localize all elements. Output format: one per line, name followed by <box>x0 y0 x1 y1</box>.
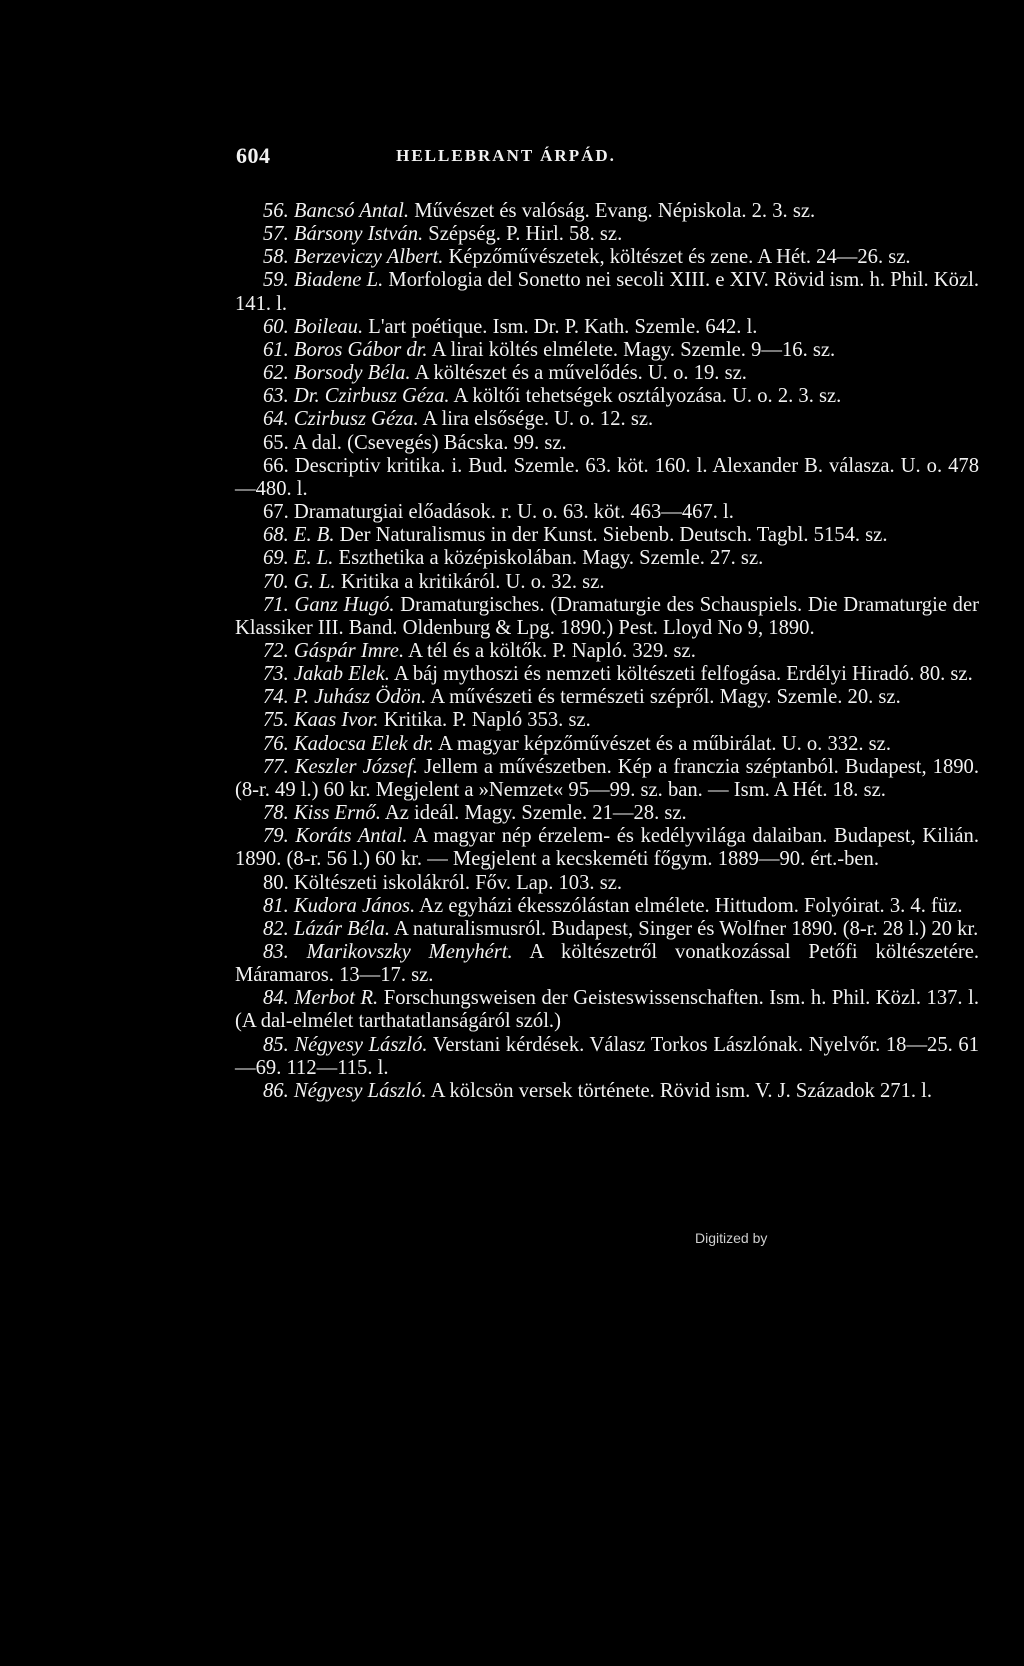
entry-author: 56. Bancsó Antal. <box>263 200 410 222</box>
entry-text: Verstani kérdések. Válasz Torkos Lászlónak. Nyelvőr. 18—25. 61—69. 112—115. l. <box>235 1033 980 1079</box>
entry-author: 61. Boros Gábor dr. <box>263 338 428 361</box>
bibliography-entry <box>235 408 979 431</box>
bibliography-entry <box>235 316 979 339</box>
bibliography-list <box>235 200 979 1103</box>
entry-text: A költői tehetségek osztályozása. U. o. 2. 3. sz. <box>449 385 842 408</box>
entry-author: 57. Bársony István. <box>263 223 424 246</box>
entry-text: A lirai költés elmélete. Magy. Szemle. 9—16. sz. <box>427 338 836 361</box>
entry-text: Morfologia del Sonetto nei secoli XIII. e XIV. Rövid ism. h. Phil. Közl. 141. l. <box>235 269 979 315</box>
bibliography-entry <box>235 663 979 686</box>
entry-author: 75. Kaas Ivor. <box>263 709 379 732</box>
bibliography-entry <box>235 895 979 918</box>
bibliography-entry <box>235 246 979 269</box>
bibliography-entry <box>235 455 979 501</box>
bibliography-entry <box>235 571 979 594</box>
entry-author: 85. Négyesy László. <box>263 1033 428 1056</box>
entry-author: 70. G. L. <box>263 570 336 593</box>
entry-author: 64. Czirbusz Géza. <box>263 408 419 431</box>
entry-author: 82. Lázár Béla. <box>263 917 391 940</box>
bibliography-entry <box>235 709 979 732</box>
entry-text: A magyar képzőművészet és a műbirálat. U. o. 332. sz. <box>434 732 891 755</box>
entry-text: A kölcsön versek története. Rövid ism. V. J. Századok 271. l. <box>426 1079 933 1102</box>
entry-text: A lira elsősége. U. o. 12. sz. <box>418 408 654 431</box>
bibliography-entry <box>235 501 979 524</box>
bibliography-entry <box>235 594 979 640</box>
bibliography-entry <box>235 200 979 223</box>
entry-author: 81. Kudora János. <box>263 894 416 917</box>
entry-author: 76. Kadocsa Elek dr. <box>263 732 435 755</box>
bibliography-entry <box>235 362 979 385</box>
entry-text: Kritika a kritikáról. U. o. 32. sz. <box>335 570 605 593</box>
bibliography-entry <box>235 756 979 802</box>
entry-text: A művészeti és természeti szépről. Magy. Szemle. 20. sz. <box>426 686 901 709</box>
entry-text: 66. Descriptiv kritika. i. Bud. Szemle. 63. köt. 160. l. Alexander B. válasza. U. o. 478—480. l. <box>235 454 979 500</box>
page-number: 604 <box>236 143 271 168</box>
entry-text: Művészet és valóság. Evang. Népiskola. 2. 3. sz. <box>409 200 816 222</box>
bibliography-entry <box>235 872 979 895</box>
entry-author: 83. Marikovszky Menyhért. <box>263 941 513 963</box>
bibliography-entry <box>235 339 979 362</box>
entry-author: 60. Boileau. <box>263 315 364 338</box>
bibliography-entry <box>235 269 979 315</box>
entry-text: Szépség. P. Hirl. 58. sz. <box>423 223 623 246</box>
bibliography-entry <box>235 686 979 709</box>
running-title: HELLEBRANT ÁRPÁD. <box>396 146 616 165</box>
bibliography-entry <box>235 987 979 1033</box>
entry-text: A tél és a költők. P. Napló. 329. sz. <box>404 639 696 662</box>
entry-author: 63. Dr. Czirbusz Géza. <box>263 385 450 408</box>
entry-author: 59. Biadene L. <box>263 269 384 292</box>
entry-author: 69. E. L. <box>263 547 334 570</box>
entry-text: Jellem a művészetben. Kép a franczia széptanból. Budapest, 1890. (8-r. 49 l.) 60 kr. Megjelent a »Nemzet« 95—99. sz. ban. — Ism. A Hét. 18. sz. <box>235 755 980 801</box>
bibliography-entry <box>235 802 979 825</box>
entry-author: 68. E. B. <box>263 524 335 547</box>
bibliography-entry <box>235 640 979 663</box>
entry-text: 80. Költészeti iskolákról. Főv. Lap. 103. sz. <box>263 871 623 894</box>
entry-text: A naturalismusról. Budapest, Singer és Wolfner 1890. (8-r. 28 l.) 20 kr. <box>390 917 979 940</box>
entry-author: 72. Gáspár Imre. <box>263 639 405 662</box>
entry-author: 78. Kiss Ernő. <box>263 802 381 825</box>
entry-author: 86. Négyesy László. <box>263 1079 427 1102</box>
entry-author: 74. P. Juhász Ödön. <box>263 686 427 709</box>
bibliography-entry <box>235 432 979 455</box>
bibliography-entry <box>235 825 979 871</box>
entry-text: A báj mythoszi és nemzeti költészeti felfogása. Erdélyi Hiradó. 80. sz. <box>389 663 973 686</box>
bibliography-entry <box>235 941 979 987</box>
bibliography-entry <box>235 733 979 756</box>
entry-text: Az ideál. Magy. Szemle. 21—28. sz. <box>380 802 687 825</box>
entry-author: 71. Ganz Hugó. <box>263 593 395 616</box>
entry-text: A költészetről vonatkozással Petőfi költészetére. Máramaros. 13—17. sz. <box>235 941 980 987</box>
entry-text: Eszthetika a középiskolában. Magy. Szemle. 27. sz. <box>333 547 764 570</box>
entry-text: 65. A dal. (Csevegés) Bácska. 99. sz. <box>263 431 567 454</box>
entry-text: Der Naturalismus in der Kunst. Siebenb. Deutsch. Tagbl. 5154. sz. <box>334 524 888 547</box>
bibliography-entry <box>235 1080 979 1103</box>
entry-text: A magyar nép érzelem- és kedélyvilága dalaiban. Budapest, Kilián. 1890. (8-r. 56 l.) 60 kr. — Megjelent a kecskeméti főgym. 1889—90. ért.-ben. <box>235 825 980 871</box>
bibliography-entry <box>235 223 979 246</box>
entry-text: 67. Dramaturgiai előadások. r. U. o. 63. köt. 463—467. l. <box>263 501 734 524</box>
entry-author: 84. Merbot R. <box>263 987 379 1010</box>
bibliography-entry <box>235 918 979 941</box>
entry-text: Forschungsweisen der Geisteswissenschaften. Ism. h. Phil. Közl. 137. l. (A dal-elmélet tarthatatlanságáról szól.) <box>235 987 979 1033</box>
entry-author: 77. Keszler József. <box>263 755 419 778</box>
bibliography-entry <box>235 385 979 408</box>
entry-text: L'art poétique. Ism. Dr. P. Kath. Szemle. 642. l. <box>363 315 758 338</box>
bibliography-entry <box>235 1034 979 1080</box>
entry-author: 58. Berzeviczy Albert. <box>263 246 444 269</box>
entry-text: Kritika. P. Napló 353. sz. <box>378 709 591 732</box>
entry-author: 79. Koráts Antal. <box>263 825 408 848</box>
entry-author: 73. Jakab Elek. <box>263 663 390 686</box>
bibliography-entry <box>235 524 979 547</box>
entry-text: A költészet és a művelődés. U. o. 19. sz. <box>410 362 747 385</box>
digitized-watermark: Digitized by <box>695 1230 768 1246</box>
entry-text: Képzőművészetek, költészet és zene. A Hét. 24—26. sz. <box>443 246 911 269</box>
bibliography-entry <box>235 547 979 570</box>
entry-text: Dramaturgisches. (Dramaturgie des Schauspiels. Die Dramaturgie der Klassiker III. Band. Oldenburg & Lpg. 1890.) Pest. Lloyd No 9, 1890. <box>235 593 979 639</box>
entry-author: 62. Borsody Béla. <box>263 362 411 385</box>
entry-text: Az egyházi ékesszólástan elmélete. Hittudom. Folyóirat. 3. 4. füz. <box>415 894 963 917</box>
